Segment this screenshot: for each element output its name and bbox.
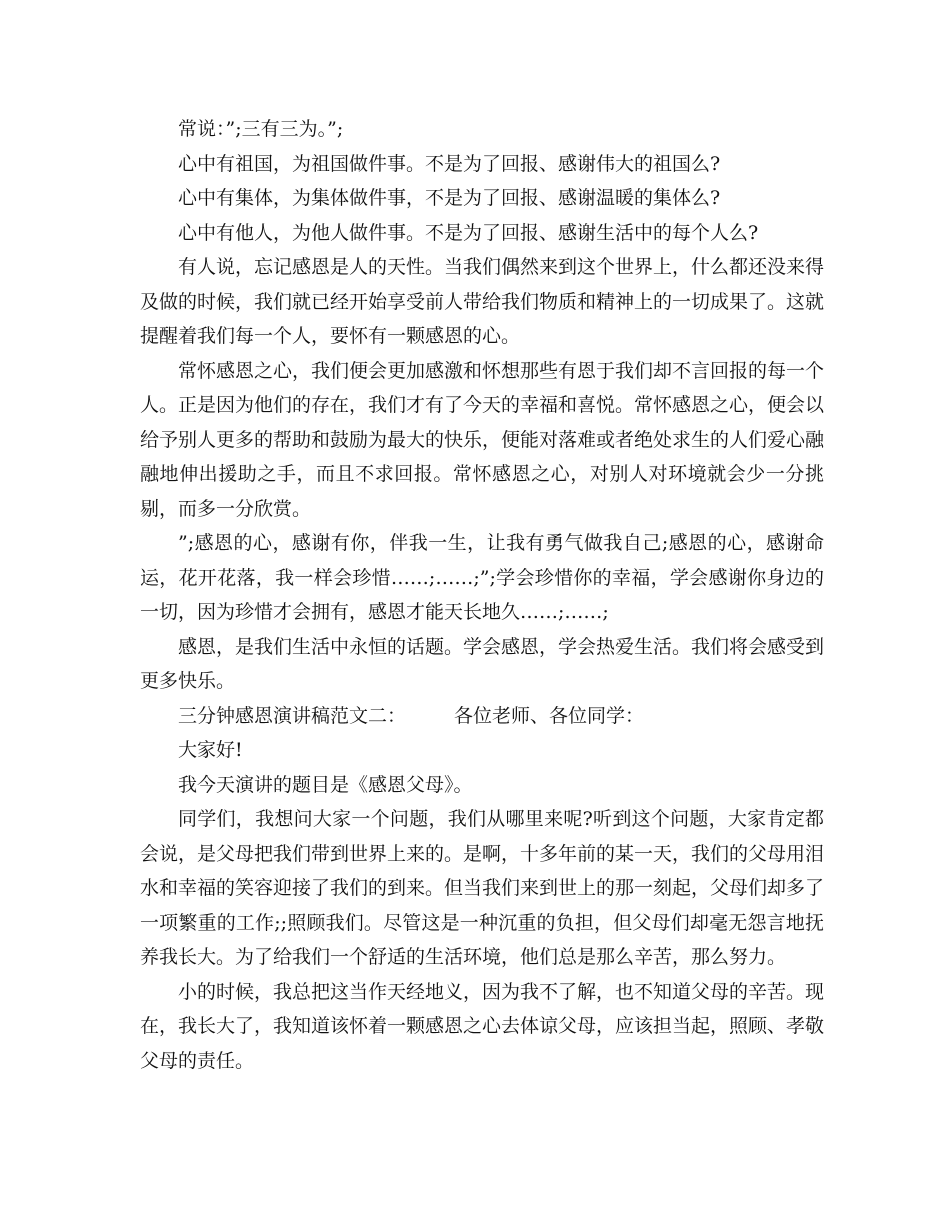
speech2-heading: 三分钟感恩演讲稿范文二： — [178, 704, 407, 727]
paragraph: 常说：”;三有三为。”; — [178, 118, 344, 140]
paragraph: 小的时候，我总把这当作天经地义，因为我不了解，也不知道父母的辛苦。现在，我长大了，我知道该怀着一颗感恩之心去体谅父母，应该担当起，照顾、孝敬父母的责任。 — [140, 980, 825, 1072]
speech2-greeting: 各位老师、各位同学： — [454, 704, 645, 727]
paragraph: 感恩，是我们生活中永恒的话题。学会感恩，学会热爱生活。我们将会感受到更多快乐。 — [140, 635, 825, 692]
paragraph: 大家好! — [178, 739, 243, 761]
paragraph: 心中有他人，为他人做件事。不是为了回报、感谢生活中的每个人么? — [178, 221, 759, 244]
paragraph: 我今天演讲的题目是《感恩父母》。 — [178, 773, 473, 796]
paragraph: 常怀感恩之心，我们便会更加感激和怀想那些有恩于我们却不言回报的每一个人。正是因为他们的存在，我们才有了今天的幸福和喜悦。常怀感恩之心，便会以给予别人更多的帮助和鼓励为最大的快乐，便能对落难或者绝处求生的人们爱心融融地伸出援助之手，而且不求回报。常怀感恩之心，对别人对环境就会少一分挑剔，而多一分欣赏。 — [140, 359, 825, 520]
document-body — [140, 112, 824, 1078]
speech2-heading-line — [140, 699, 824, 734]
paragraph: 有人说，忘记感恩是人的天性。当我们偶然来到这个世界上，什么都还没来得及做的时候，我们就已经开始享受前人带给我们物质和精神上的一切成果了。这就提醒着我们每一个人，要怀有一颗感恩的心。 — [140, 256, 825, 347]
paragraph: 心中有集体，为集体做件事，不是为了回报、感谢温暖的集体么? — [178, 187, 721, 209]
paragraph: 同学们，我想问大家一个问题，我们从哪里来呢?听到这个问题，大家肯定都会说，是父母把我们带到世界上来的。是啊，十多年前的某一天，我们的父母用泪水和幸福的笑容迎接了我们的到来。但当我们来到世上的那一刻起，父母们却多了一项繁重的工作;;照顾我们。尽管这是一种沉重的负担，但父母们却毫无怨言地抚养我长大。为了给我们一个舒适的生活环境，他们总是那么辛苦，那么努力。 — [140, 808, 825, 968]
paragraph: ”;感恩的心，感谢有你，伴我一生，让我有勇气做我自己;感恩的心，感谢命运，花开花落，我一样会珍惜……;……;”;学会珍惜你的幸福，学会感谢你身边的一切，因为珍惜才会拥有，感恩才能天长地久……;……; — [140, 532, 824, 623]
paragraph: 心中有祖国，为祖国做件事。不是为了回报、感谢伟大的祖国么? — [178, 152, 721, 175]
